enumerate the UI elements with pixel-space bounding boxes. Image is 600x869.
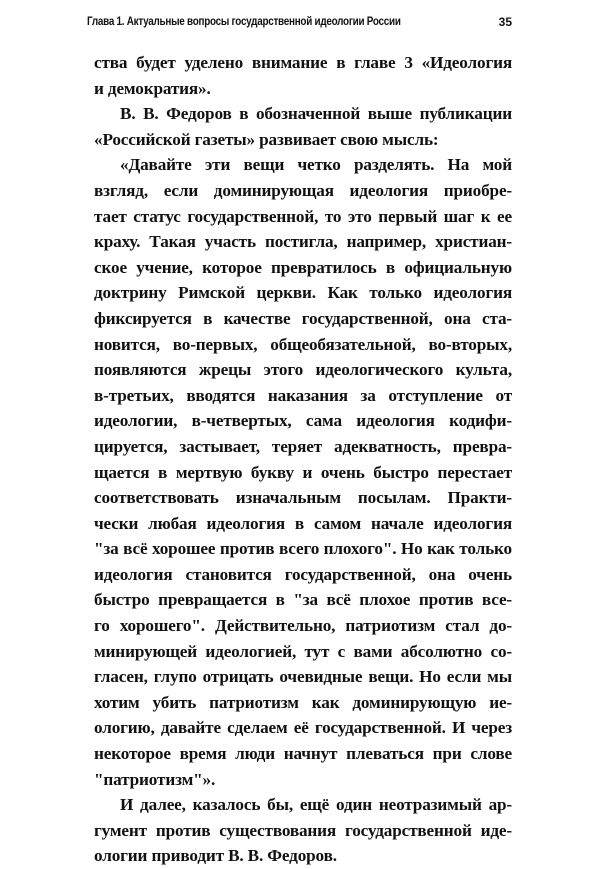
text-line: гласен, глупо отрицать очевидные вещи. Но если мы: [94, 667, 512, 687]
text-line: В. В. Федоров в обозначенной выше публикации: [120, 104, 512, 124]
text-line: краху. Такая участь постигла, например, христиан-: [94, 232, 512, 252]
text-line: тает статус государственной, то это первый шаг к ее: [94, 206, 512, 226]
text-line: гумент против существования государственной иде-: [94, 820, 512, 840]
running-header-title: Глава 1. Актуальные вопросы государственной идеологии России: [87, 16, 401, 28]
text-line: "патриотизм"».: [94, 769, 216, 789]
text-line: соответствовать изначальным посылам. Практи-: [94, 488, 512, 508]
text-line: го хорошего". Действительно, патриотизм стал до-: [94, 616, 512, 636]
text-line: ства будет уделено внимание в главе 3 «Идеология: [94, 53, 512, 72]
text-line: идеологии, в-четвертых, сама идеология кодифи-: [94, 411, 512, 431]
text-line: идеология становится государственной, она очень: [94, 564, 512, 584]
text-line: ологию, давайте сделаем её государственной. И через: [94, 718, 512, 738]
text-line: взгляд, если доминирующая идеология приобре-: [94, 180, 512, 200]
text-line: «Давайте эти вещи четко разделять. На мой: [120, 155, 512, 175]
text-line: И далее, казалось бы, ещё один неотразимый ар-: [120, 795, 512, 815]
text-line: появляются жрецы этого идеологического культа,: [94, 360, 512, 380]
page-number: 35: [498, 15, 512, 29]
text-line: цируется, застывает, теряет адекватность, превра-: [94, 436, 512, 456]
text-line: новится, во-первых, общеобязательной, во-вторых,: [94, 334, 512, 354]
text-line: хотим убить патриотизм как доминирующую ие-: [94, 692, 512, 712]
text-line: доктрину Римской церкви. Как только идеология: [94, 283, 512, 303]
body-text: [94, 50, 512, 869]
text-line: быстро превращается в "за всё плохое против все-: [94, 590, 512, 610]
text-line: «Российской газеты» развивает свою мысль:: [94, 129, 439, 149]
text-line: ологии приводит В. В. Федоров.: [94, 846, 337, 866]
text-line: "за всё хорошее против всего плохого". Но как только: [94, 539, 512, 559]
text-line: минирующей идеологией, тут с вами абсолютно со-: [94, 641, 512, 661]
text-line: чески любая идеология в самом начале идеология: [94, 513, 512, 533]
text-line: некоторое время люди начнут плеваться при слове: [94, 744, 512, 764]
text-line: щается в мертвую букву и очень быстро перестает: [94, 462, 512, 482]
text-line: ское учение, которое превратилось в официальную: [94, 257, 512, 277]
text-line: в-третьих, вводятся наказания за отступление от: [94, 385, 512, 405]
text-line: фиксируется в качестве государственной, она ста-: [94, 308, 512, 328]
text-line: и демократия».: [94, 78, 211, 98]
